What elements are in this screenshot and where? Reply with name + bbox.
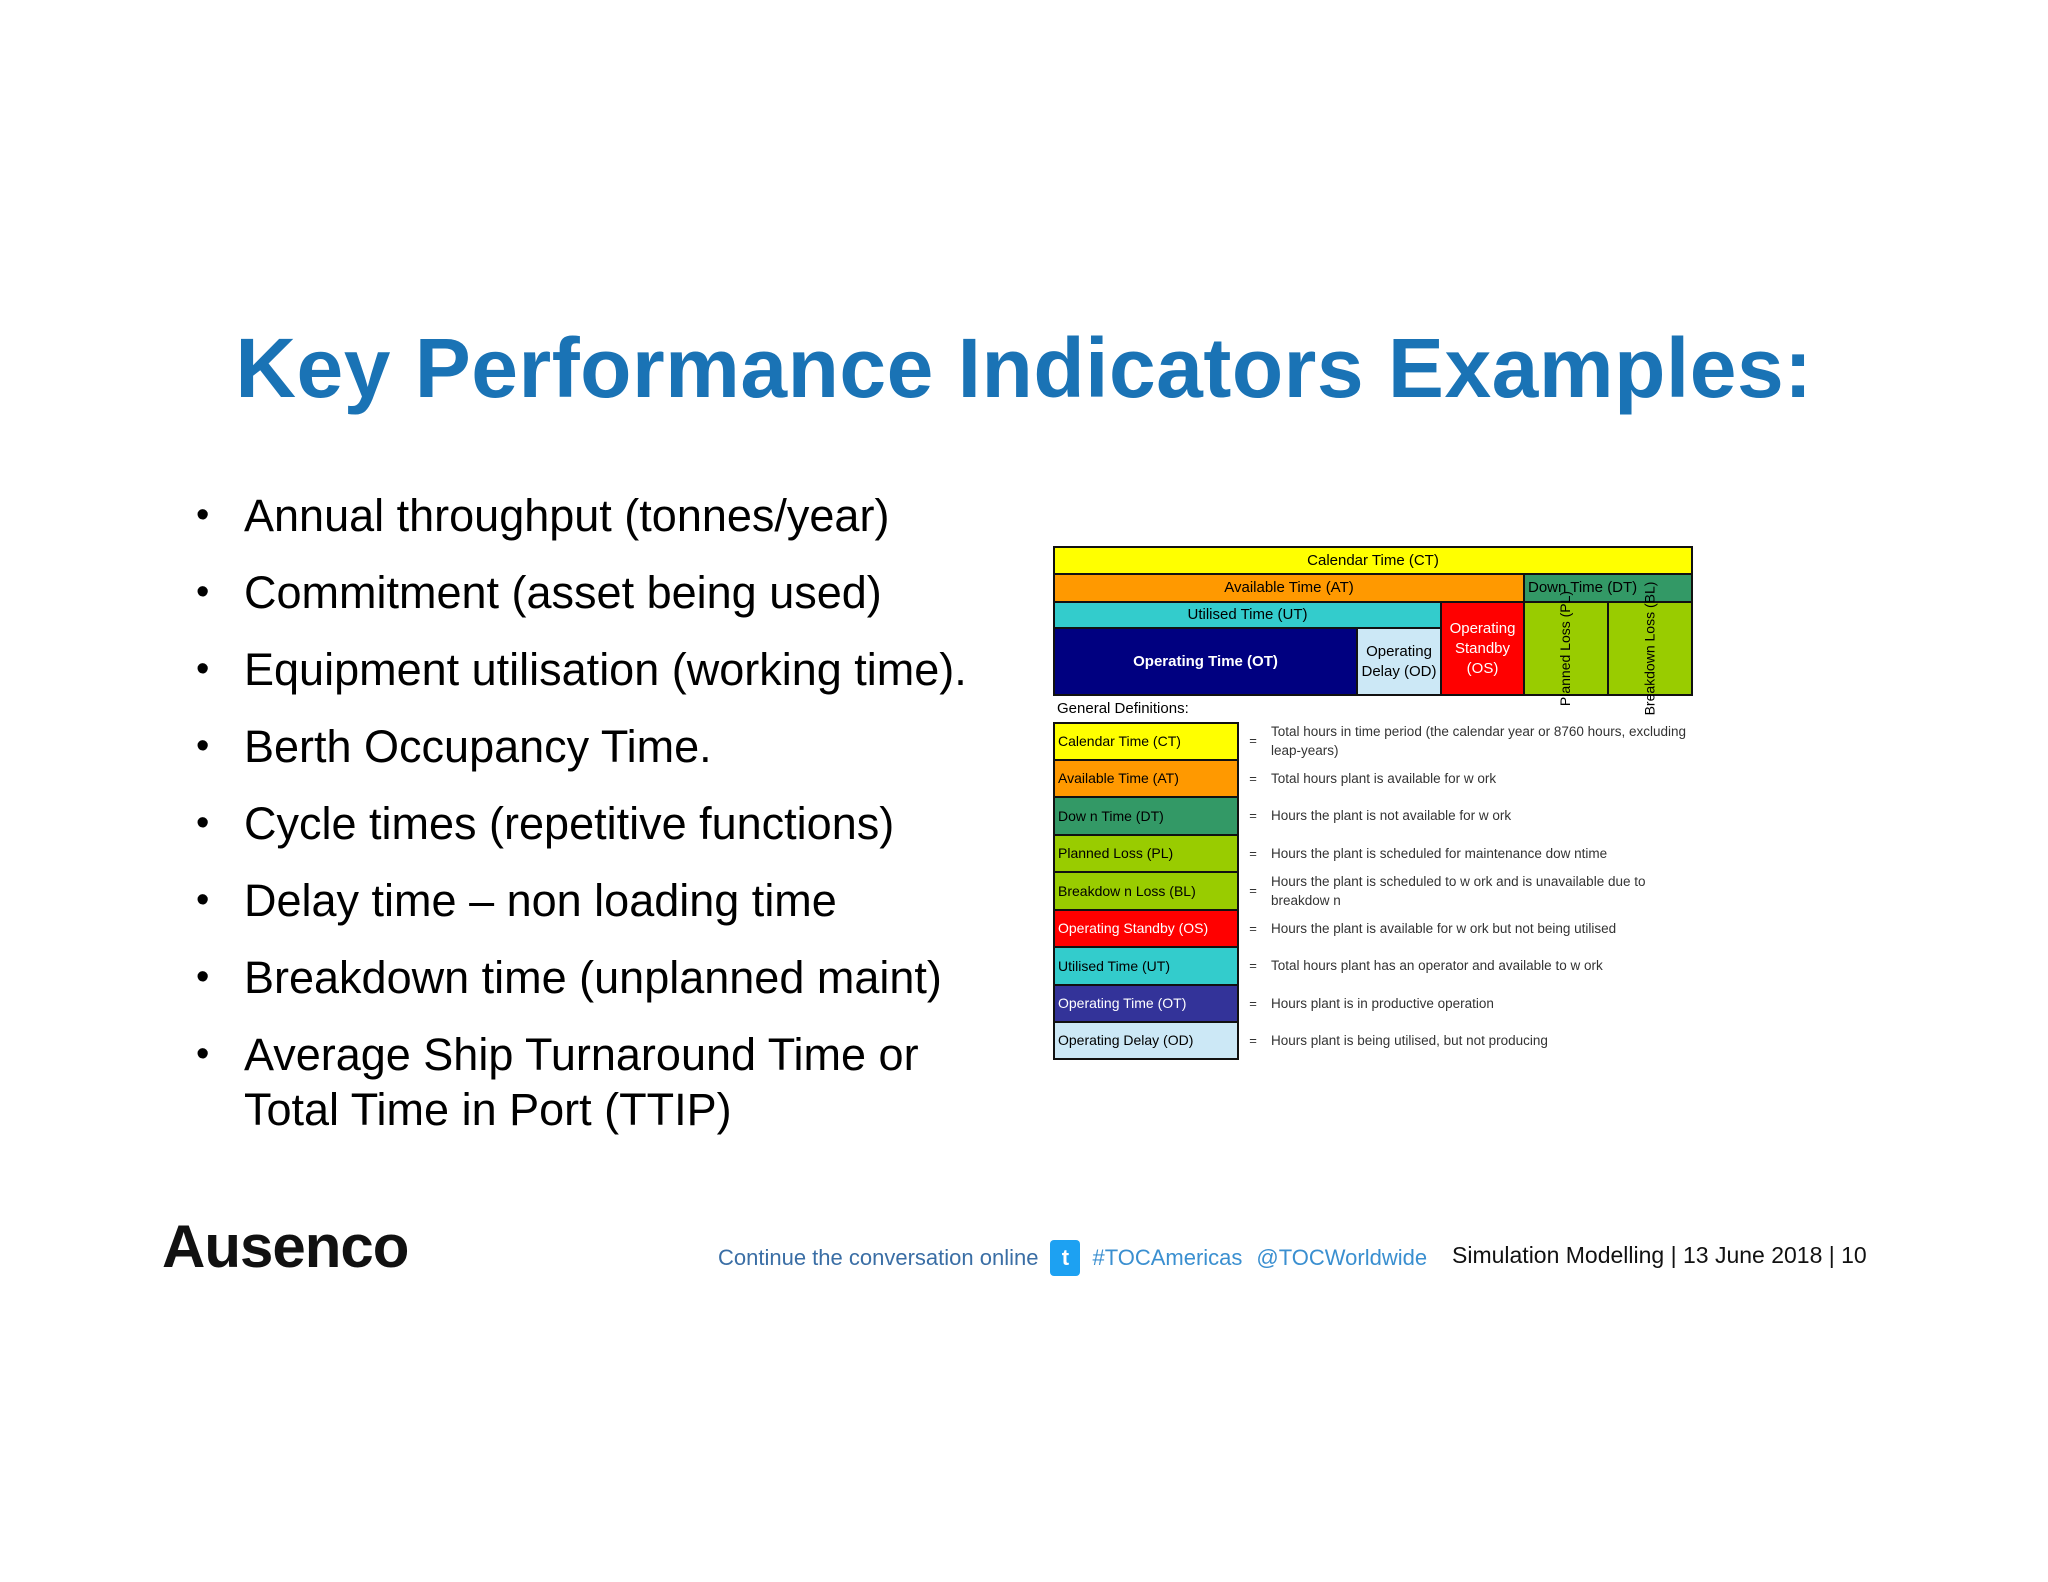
ausenco-logo: Ausenco [162,1213,409,1280]
bullet-item: • Average Ship Turnaround Time or Total Time in Port (TTIP) [196,1027,1016,1137]
slide-title: Key Performance Indicators Examples: [235,321,1813,415]
definition-description: Hours the plant is not available for w ork [1271,808,1512,824]
definition-equals: = [1249,958,1257,974]
kpi-bullet-list [196,488,1016,1159]
breakdown-loss-label: Breakdown Loss (BL) [1641,581,1658,716]
footer-info: Simulation Modelling | 13 June 2018 | 10 [1452,1242,1867,1268]
twitter-icon: t [1050,1240,1080,1276]
breakdown-loss-cell [1607,581,1693,716]
definition-description: Total hours plant has an operator and available to w ork [1271,958,1603,974]
definition-term: Utilised Time (UT) [1053,947,1239,985]
definition-description: Hours the plant is scheduled to w ork and is unavailable due to breakdow n [1271,873,1646,908]
bullet-item: • Berth Occupancy Time. [196,719,1016,774]
planned-loss-cell [1523,590,1609,707]
available-time-cell [1053,573,1525,603]
down-time-cell [1523,573,1693,603]
definition-term: Planned Loss (PL) [1053,835,1239,873]
twitter-handle: @TOCWorldwide [1256,1245,1428,1270]
definition-equals: = [1249,1033,1257,1049]
definition-term: Operating Delay (OD) [1053,1022,1239,1060]
definition-equals: = [1249,995,1257,1011]
definition-equals: = [1249,808,1257,824]
bullet-item: • Equipment utilisation (working time). [196,642,1016,697]
definitions-heading: General Definitions: [1057,700,1189,717]
utilised-time-label: Utilised Time (UT) [1187,606,1308,623]
definition-equals: = [1249,733,1257,749]
definition-row [1053,760,1693,798]
definition-description: Total hours in time period (the calendar year or 8760 hours, excluding leap-years) [1271,723,1686,758]
definition-row [1053,947,1693,985]
definition-row [1053,910,1693,948]
operating-standby-label: Operating Standby (OS) [1449,619,1516,677]
operating-time-cell [1053,627,1358,696]
definition-row [1053,797,1693,835]
definition-row [1053,1022,1693,1060]
definition-description: Hours plant is being utilised, but not producing [1271,1033,1548,1049]
bullet-item: • Commitment (asset being used) [196,565,1016,620]
definition-term: Available Time (AT) [1053,760,1239,798]
hashtag-text: #TOCAmericas [1092,1245,1243,1270]
definition-row [1053,835,1693,873]
definition-equals: = [1249,883,1257,899]
bullet-item: • Delay time – non loading time [196,873,1016,928]
bullet-item: • Cycle times (repetitive functions) [196,796,1016,851]
definition-equals: = [1249,920,1257,936]
definitions-table [1053,722,1693,1060]
definition-description: Hours plant is in productive operation [1271,995,1494,1011]
definition-row [1053,872,1693,910]
definition-equals: = [1249,845,1257,861]
down-time-label: Down Time (DT) [1528,579,1638,596]
definition-term: Breakdow n Loss (BL) [1053,872,1239,910]
definition-row [1053,985,1693,1023]
social-banner [718,1240,1441,1276]
planned-loss-label: Planned Loss (PL) [1557,590,1574,707]
definition-term: Dow n Time (DT) [1053,797,1239,835]
operating-time-label: Operating Time (OT) [1133,652,1278,670]
calendar-time-label: Calendar Time (CT) [1307,551,1439,569]
operating-standby-cell [1440,601,1525,696]
operating-delay-label: Operating Delay (OD) [1361,642,1437,680]
definition-term: Operating Time (OT) [1053,985,1239,1023]
available-time-label: Available Time (AT) [1224,579,1354,596]
bullet-item: • Annual throughput (tonnes/year) [196,488,1016,543]
calendar-time-cell [1053,546,1693,575]
social-text: Continue the conversation online [718,1245,1039,1270]
operating-delay-cell [1356,627,1442,696]
definition-description: Hours the plant is scheduled for maintenance dow ntime [1271,845,1608,861]
utilised-time-cell [1053,601,1442,629]
definition-description: Hours the plant is available for w ork but not being utilised [1271,920,1617,936]
definition-term: Calendar Time (CT) [1053,722,1239,760]
definition-row [1053,722,1693,760]
bullet-item: • Breakdown time (unplanned maint) [196,950,1016,1005]
definition-term: Operating Standby (OS) [1053,910,1239,948]
definition-description: Total hours plant is available for w ork [1271,770,1497,786]
definition-equals: = [1249,770,1257,786]
